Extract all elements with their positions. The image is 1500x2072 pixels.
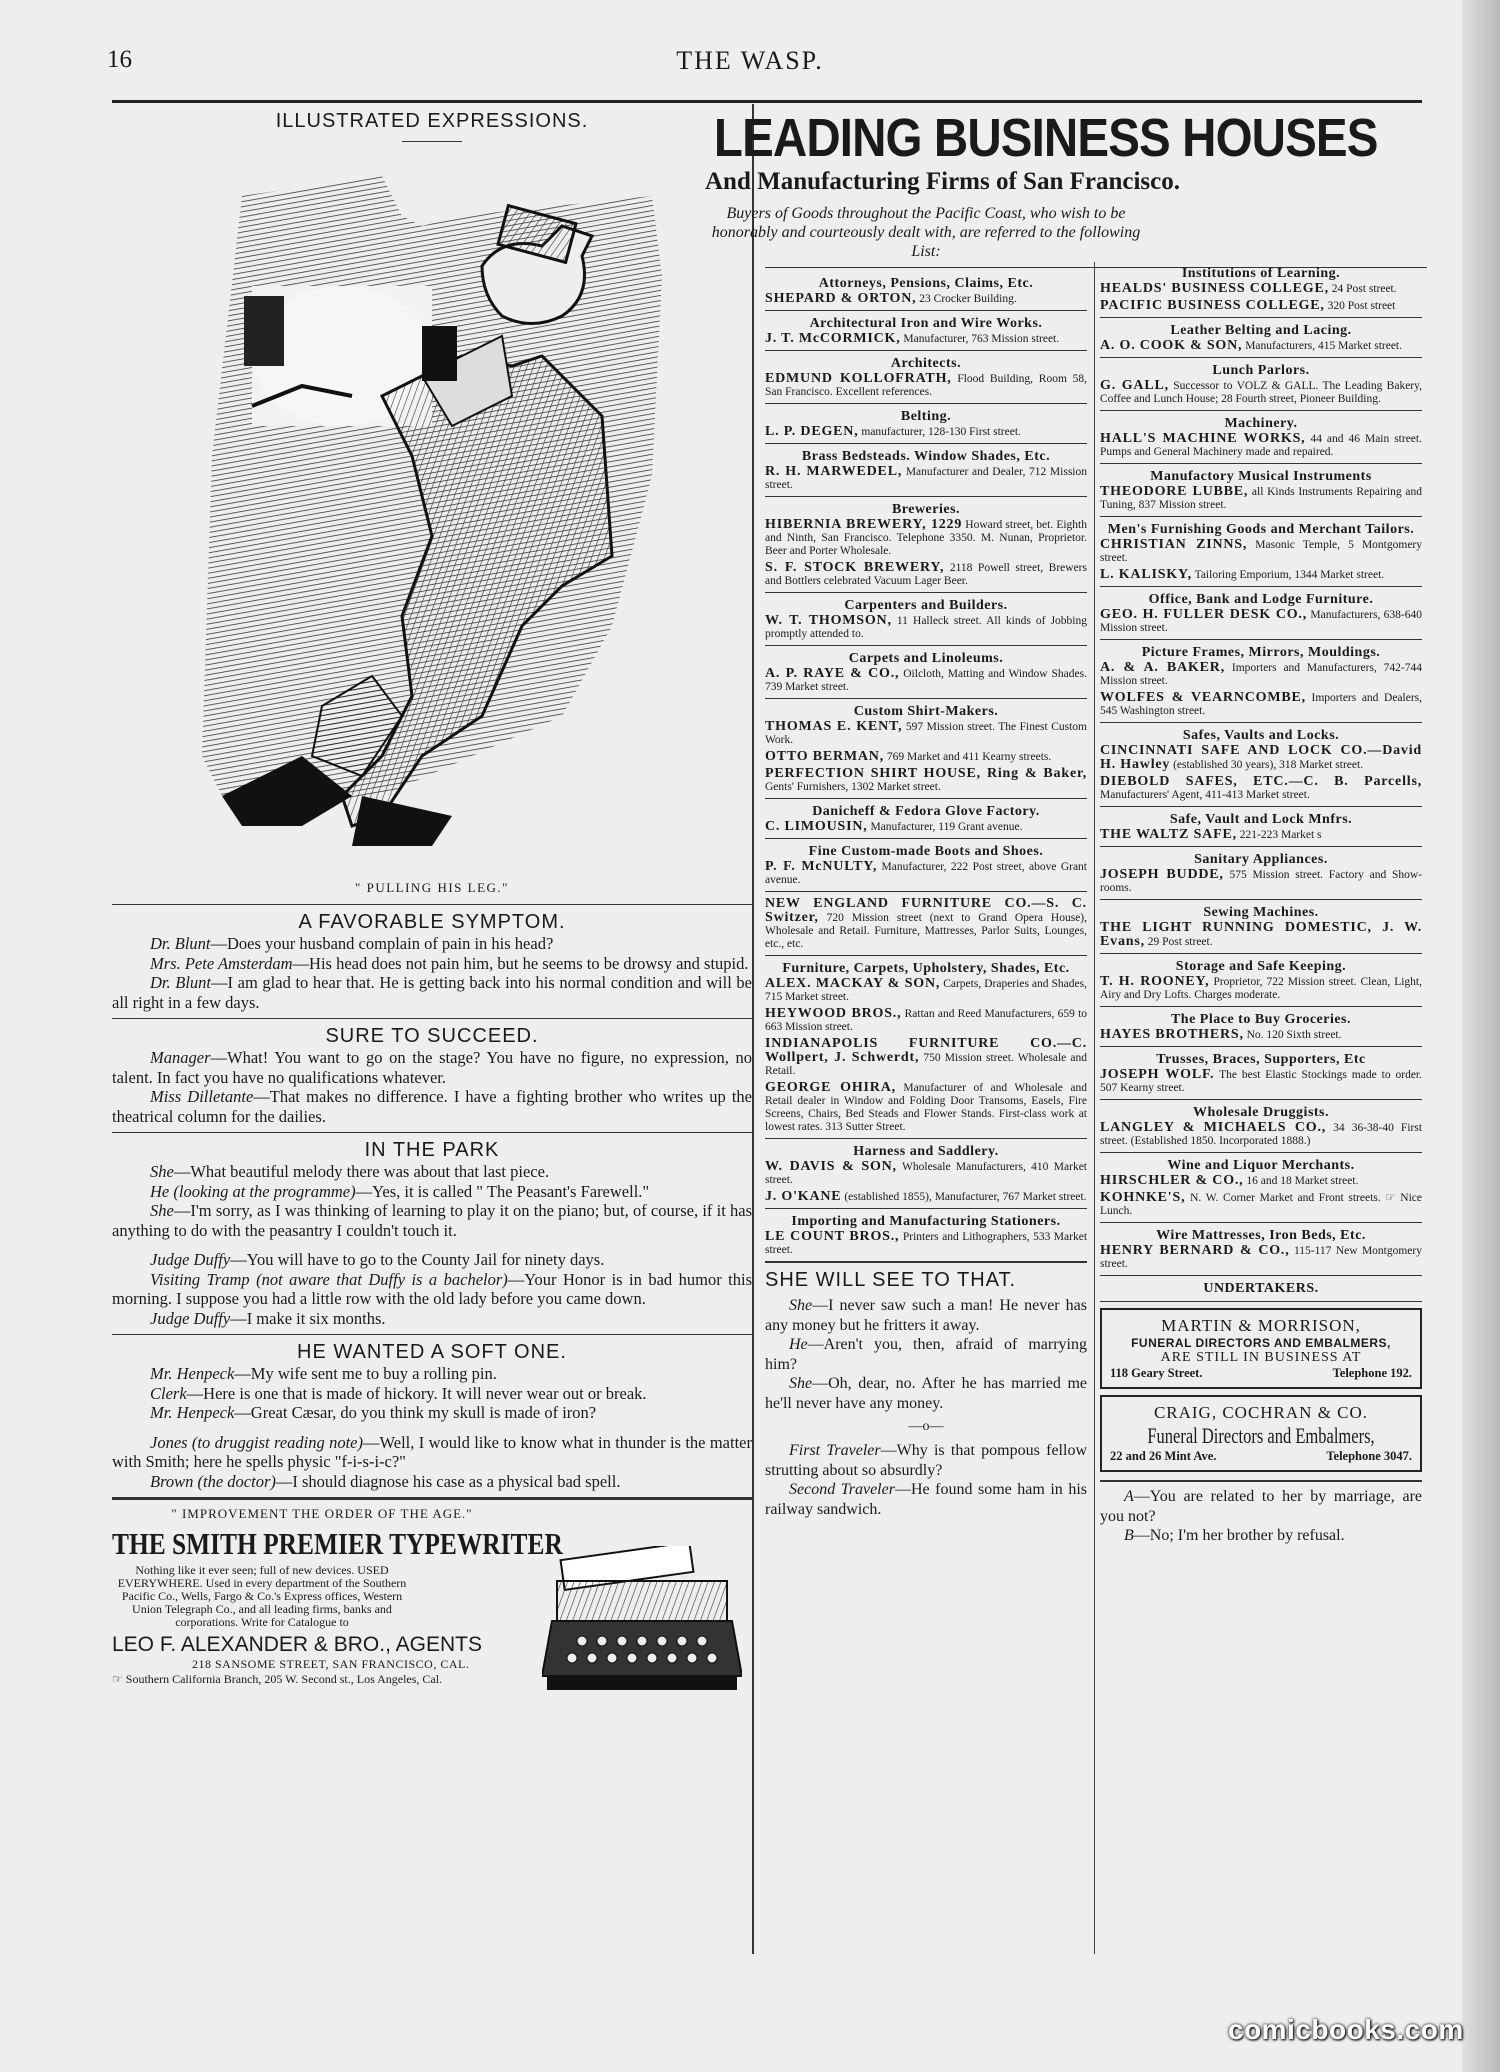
business-name: INDIANAPOLIS FURNITURE CO.—C. Wollpert, J. Schwerdt, <box>765 1036 1087 1065</box>
dialogue-succeed <box>112 1048 752 1126</box>
directory-entry <box>1100 691 1422 718</box>
business-details: 24 Post street. <box>1331 283 1397 295</box>
directory-entry <box>1100 538 1422 565</box>
dialogue-line: Miss Dilletante—That makes no difference. I have a fighting brother who writes up the theatrical column for the dailies. <box>112 1087 753 1126</box>
directory-entry <box>765 561 1087 588</box>
rule <box>112 904 752 905</box>
rule <box>765 350 1087 351</box>
directory-category: Wire Mattresses, Iron Beds, Etc. <box>1156 1228 1366 1243</box>
directory-list-middle <box>765 276 1087 1257</box>
business-details: 34 36-38-40 First street. (Established 1850. Incorporated 1888.) <box>1100 1122 1423 1147</box>
business-name: THEODORE LUBBE, <box>1100 484 1249 499</box>
rule <box>765 403 1087 404</box>
business-details: 16 and 18 Market street. <box>1246 1175 1359 1187</box>
business-name: OTTO BERMAN, <box>765 749 885 764</box>
directory-entry <box>1100 828 1422 842</box>
business-name: THOMAS E. KENT, <box>765 719 903 734</box>
column-divider <box>1094 262 1095 1954</box>
dialogue-line: Mr. Henpeck—Great Cæsar, do you think my skull is made of iron? <box>150 1403 597 1422</box>
business-name: HEYWOOD BROS., <box>765 1006 902 1021</box>
business-name: HEALDS' BUSINESS COLLEGE, <box>1100 281 1329 296</box>
directory-entry <box>1100 339 1422 353</box>
directory-entry <box>765 292 1087 306</box>
business-name: C. LIMOUSIN, <box>765 819 868 834</box>
rule <box>765 1208 1087 1209</box>
business-name: NEW ENGLAND FURNITURE CO.—S. C. Switzer, <box>765 896 1087 925</box>
directory-entry <box>1100 1174 1422 1188</box>
pointing-hand-icon: ☞ <box>112 1672 126 1686</box>
dialogue-line: Dr. Blunt—Does your husband complain of pain in his head? <box>150 934 554 953</box>
section-title-succeed: SURE TO SUCCEED. <box>325 1025 539 1047</box>
business-name: W. T. THOMSON, <box>765 613 892 628</box>
cartoon-caption: " PULLING HIS LEG." <box>355 880 509 895</box>
box-ad-line: Funeral Directors and Embalmers, <box>1147 1423 1375 1448</box>
business-details: Carpets, Draperies and Shades, 715 Market street. <box>765 978 1087 1003</box>
directory-category: Sanitary Appliances. <box>1194 852 1328 867</box>
rule <box>765 698 1087 699</box>
box-ad-row: 22 and 26 Mint Ave. Telephone 3047. <box>1110 1449 1412 1463</box>
directory-category: Sewing Machines. <box>1203 905 1319 920</box>
business-name: CINCINNATI SAFE AND LOCK CO.—David H. Hawley <box>1100 743 1422 772</box>
business-name: HALL'S MACHINE WORKS, <box>1100 431 1306 446</box>
directory-intro: Buyers of Goods throughout the Pacific Coast, who wish to be honorably and courteously dealt with, are referred to the following List: <box>711 205 1141 260</box>
ad-branch: ☞ Southern California Branch, 205 W. Second st., Los Angeles, Cal. <box>112 1672 443 1686</box>
dialogue-line: Judge Duffy—You will have to go to the County Jail for ninety days. <box>150 1250 605 1269</box>
business-details: 29 Post street. <box>1147 936 1213 948</box>
column-divider <box>752 104 754 1954</box>
box-ad-name: MARTIN & MORRISON, <box>1161 1316 1361 1335</box>
directory-category: Harness and Saddlery. <box>853 1144 999 1159</box>
directory-category: Storage and Safe Keeping. <box>1175 959 1347 974</box>
directory-entry <box>765 860 1087 887</box>
directory-category: Belting. <box>900 409 952 424</box>
rule <box>1100 899 1422 900</box>
directory-category: Leather Belting and Lacing. <box>1170 323 1352 338</box>
rule <box>1100 1301 1422 1302</box>
directory-category: Importing and Manufacturing Stationers. <box>791 1214 1061 1229</box>
business-details: Oilcloth, Matting and Window Shades. 739 Market street. <box>765 668 1087 693</box>
rule <box>765 310 1087 311</box>
business-details: 44 and 46 Main street. Pumps and General Machinery made and repaired. <box>1100 433 1422 458</box>
business-name: J. T. McCORMICK, <box>765 331 901 346</box>
directory-entry <box>765 465 1087 492</box>
business-details: Manufacturer, 763 Mission street. <box>903 333 1060 345</box>
rule <box>1100 1222 1422 1223</box>
directory-entry <box>1100 282 1422 296</box>
business-name: CHRISTIAN ZINNS, <box>1100 537 1248 552</box>
directory-category: Brass Bedsteads. Window Shades, Etc. <box>801 449 1051 464</box>
business-details: 115-117 New Montgomery street. <box>1100 1245 1422 1270</box>
rule <box>1100 317 1422 318</box>
rule <box>765 496 1087 497</box>
dialogue-line: A—You are related to her by marriage, are you not? <box>1100 1488 1422 1525</box>
business-details: 769 Market and 411 Kearny streets. <box>886 751 1052 763</box>
directory-entry <box>765 667 1087 694</box>
directory-category: Carpenters and Builders. <box>844 598 1008 613</box>
section-title-soft-one: HE WANTED A SOFT ONE. <box>297 1341 567 1363</box>
business-details: Wholesale Manufacturers, 410 Market street. <box>765 1161 1087 1186</box>
business-details: The best Elastic Stockings made to order. 507 Kearny street. <box>1100 1069 1422 1094</box>
rule <box>765 645 1087 646</box>
dialogue-line: B—No; I'm her brother by refusal. <box>1124 1527 1345 1544</box>
business-name: G. GALL, <box>1100 378 1169 393</box>
rule <box>1100 639 1422 640</box>
business-details: Manufacturers' Agent, 411-413 Market street. <box>1100 789 1310 801</box>
directory-entry <box>1100 1028 1422 1042</box>
business-details: Masonic Temple, 5 Montgomery street. <box>1100 539 1422 564</box>
rule <box>1100 357 1422 358</box>
directory-category: Machinery. <box>1224 416 1298 431</box>
directory-category: Trusses, Braces, Supporters, Etc <box>1156 1052 1366 1067</box>
directory-entry <box>765 518 1087 558</box>
dialogue-line: Brown (the doctor)—I should diagnose his case as a physical bad spell. <box>150 1471 621 1491</box>
business-name: L. P. DEGEN, <box>765 424 859 439</box>
business-name: L. KALISKY, <box>1100 567 1192 582</box>
directory-category: Architects. <box>890 356 962 371</box>
dialogue-line: Second Traveler—He found some ham in his railway sandwich. <box>765 1481 1088 1518</box>
dialogue-soft-one <box>112 1364 752 1423</box>
dialogue-line: Visiting Tramp (not aware that Duffy is a bachelor)—Your Honor is in bad humor this morning. I suppose you had a little row with the old lady before you came down. <box>112 1269 752 1308</box>
typewriter-icon <box>542 1546 742 1696</box>
business-details: 23 Crocker Building. <box>919 293 1017 305</box>
directory-entry <box>1100 775 1422 802</box>
directory-category: Manufactory Musical Instruments <box>1150 469 1372 484</box>
business-details: (established 1855), Manufacturer, 767 Market street. <box>844 1191 1087 1203</box>
directory-title: LEADING BUSINESS HOUSES <box>713 108 1378 168</box>
business-name: LANGLEY & MICHAELS CO., <box>1100 1120 1327 1135</box>
business-name: PERFECTION SHIRT HOUSE, Ring & Baker, <box>765 766 1087 781</box>
directory-category: Picture Frames, Mirrors, Mouldings. <box>1141 645 1381 660</box>
business-details: Flood Building, Room 58, San Francisco. Excellent references. <box>765 373 1088 398</box>
directory-entry <box>1100 975 1422 1002</box>
business-name: S. F. STOCK BREWERY, <box>765 560 945 575</box>
business-name: J. O'KANE <box>765 1189 842 1204</box>
business-name: SHEPARD & ORTON, <box>765 291 917 306</box>
business-name: EDMUND KOLLOFRATH, <box>765 371 952 386</box>
rule <box>765 443 1087 444</box>
business-details: Manufacturer of and Wholesale and Retail dealer in Window and Folding Door Transoms, Easels, Fire Screens, Chairs, Bed Steads and Flower Stands. First-class work at lowest rates. 313 Sutter Street. <box>765 1082 1087 1133</box>
rule <box>1100 410 1422 411</box>
directory-list-right <box>1100 266 1422 1302</box>
directory-category: Custom Shirt-Makers. <box>853 704 999 719</box>
directory-entry <box>1100 868 1422 895</box>
directory-category: Office, Bank and Lodge Furniture. <box>1148 592 1374 607</box>
business-name: THE WALTZ SAFE, <box>1100 827 1237 842</box>
directory-entry <box>765 897 1087 951</box>
directory-entry <box>1100 432 1422 459</box>
directory-category: Architectural Iron and Wire Works. <box>809 316 1043 331</box>
directory-entry <box>1100 485 1422 512</box>
divider-ornament: —o— <box>908 1419 944 1434</box>
dialogue-line: Dr. Blunt—I am glad to hear that. He is getting back into his normal condition and will be all right in a few days. <box>112 973 752 1012</box>
business-name: GEORGE OHIRA, <box>765 1080 896 1095</box>
dialogue-line: First Traveler—Why is that pompous fellow strutting about so absurdly? <box>765 1442 1087 1479</box>
business-name: THE LIGHT RUNNING DOMESTIC, J. W. Evans, <box>1100 920 1422 949</box>
business-details: 750 Mission street. Wholesale and Retail. <box>765 1052 1087 1077</box>
business-name: P. F. McNULTY, <box>765 859 878 874</box>
craig-cochran-advertisement <box>1100 1395 1422 1472</box>
directory-category: Safes, Vaults and Locks. <box>1182 728 1340 743</box>
directory-entry <box>1100 379 1422 406</box>
dialogue-park <box>112 1162 752 1240</box>
section-title-she-will: SHE WILL SEE TO THAT. <box>765 1269 1017 1291</box>
rule <box>1100 1099 1422 1100</box>
box-ad-line: ARE STILL IN BUSINESS AT <box>1160 1350 1362 1365</box>
directory-entry <box>765 820 1087 834</box>
directory-entry <box>1100 299 1422 313</box>
directory-entry <box>765 614 1087 641</box>
business-details: Gents' Furnishers, 1302 Market street. <box>765 781 941 793</box>
box-ad-name: CRAIG, COCHRAN & CO. <box>1153 1403 1369 1422</box>
business-details: Importers and Manufacturers, 742-744 Mission street. <box>1100 662 1423 687</box>
directory-category: Safe, Vault and Lock Mnfrs. <box>1169 812 1353 827</box>
watermark: comicbooks.com <box>1228 2014 1464 2045</box>
business-name: PACIFIC BUSINESS COLLEGE, <box>1100 298 1325 313</box>
directory-entry <box>765 750 1087 764</box>
business-details: all Kinds Instruments Repairing and Tuning, 837 Mission street. <box>1100 486 1422 511</box>
business-name: ALEX. MACKAY & SON, <box>765 976 941 991</box>
directory-entry <box>1100 744 1422 772</box>
rule <box>1100 516 1422 517</box>
rule <box>765 798 1087 799</box>
directory-category: Men's Furnishing Goods and Merchant Tailors. <box>1107 522 1415 537</box>
business-details: 320 Post street <box>1327 300 1396 312</box>
business-name: W. DAVIS & SON, <box>765 1159 897 1174</box>
business-details: 575 Mission street. Factory and Show-rooms. <box>1100 869 1422 894</box>
rule <box>112 1334 752 1335</box>
directory-entry <box>765 1160 1087 1187</box>
directory-entry <box>765 372 1087 399</box>
directory-category: Danicheff & Fedora Glove Factory. <box>812 804 1040 819</box>
directory-category: Fine Custom-made Boots and Shoes. <box>808 844 1044 859</box>
business-details: 221-223 Market s <box>1239 829 1322 841</box>
business-name: HIBERNIA BREWERY, 1229 <box>765 517 963 532</box>
short-rule <box>402 141 462 142</box>
ad-address: 218 SANSOME STREET, SAN FRANCISCO, CAL. <box>192 1657 470 1671</box>
page-number: 16 <box>107 46 132 73</box>
directory-entry <box>1100 1068 1422 1095</box>
business-details: manufacturer, 128-130 First street. <box>861 426 1021 438</box>
rule <box>112 1018 752 1019</box>
top-rule <box>112 100 1422 103</box>
business-details: Importers and Dealers, 545 Washington street. <box>1100 692 1423 717</box>
directory-entry <box>765 1190 1087 1204</box>
rule <box>1100 1152 1422 1153</box>
directory-category: UNDERTAKERS. <box>1203 1281 1319 1296</box>
directory-entry <box>1100 1121 1422 1148</box>
rule <box>765 1261 1087 1263</box>
rule <box>1100 846 1422 847</box>
directory-entry <box>765 425 1087 439</box>
rule <box>765 955 1087 956</box>
business-name: A. O. COOK & SON, <box>1100 338 1243 353</box>
directory-category: Furniture, Carpets, Upholstery, Shades, Etc. <box>782 961 1070 976</box>
ad-quote: " IMPROVEMENT THE ORDER OF THE AGE." <box>171 1506 473 1521</box>
directory-subtitle: And Manufacturing Firms of San Francisco. <box>705 168 1180 195</box>
typewriter-advertisement <box>112 1506 752 1687</box>
business-details: Tailoring Emporium, 1344 Market street. <box>1194 569 1385 581</box>
directory-entry <box>765 1007 1087 1034</box>
directory-category: Wine and Liquor Merchants. <box>1167 1158 1355 1173</box>
cartoon-illustration <box>182 156 682 876</box>
business-name: HAYES BROTHERS, <box>1100 1027 1244 1042</box>
dialogue-line: Clerk—Here is one that is made of hickory. It will never wear out or break. <box>150 1383 647 1403</box>
dialogue-judge <box>112 1250 752 1328</box>
dialogue-line: Judge Duffy—I make it six months. <box>150 1308 386 1328</box>
masthead-title: THE WASP. <box>676 46 824 75</box>
rule <box>1100 463 1422 464</box>
directory-category: Institutions of Learning. <box>1181 266 1341 281</box>
directory-entry <box>1100 921 1422 949</box>
rule <box>1100 1480 1422 1482</box>
rule <box>1100 586 1422 587</box>
business-details: Manufacturer, 119 Grant avenue. <box>870 821 1023 833</box>
dialogue-line: She—I never saw such a man! He never has any money but he fritters it away. <box>765 1297 1087 1334</box>
directory-entry <box>765 720 1087 747</box>
section-title-park: IN THE PARK <box>364 1139 500 1161</box>
business-details: 597 Mission street. The Finest Custom Work. <box>765 721 1087 746</box>
rule <box>1100 1275 1422 1276</box>
business-details: Proprietor, 722 Mission street. Clean, Light, Airy and Dry Lofts. Charges moderate. <box>1100 976 1422 1001</box>
rule <box>1100 1006 1422 1007</box>
directory-entry <box>765 977 1087 1004</box>
rule <box>1100 953 1422 954</box>
business-details: Successor to VOLZ & GALL. The Leading Bakery, Coffee and Lunch House; 28 Fourth street, Pioneer Building. <box>1100 380 1423 405</box>
illustrated-heading: ILLUSTRATED EXPRESSIONS. <box>275 110 589 132</box>
ad-agent: LEO F. ALEXANDER & BRO., AGENTS <box>112 1633 482 1656</box>
dialogue-line: Mrs. Pete Amsterdam—His head does not pain him, but he seems to be drowsy and stupid. <box>150 953 749 973</box>
rule <box>1100 722 1422 723</box>
directory-right-column <box>1100 266 1422 1546</box>
rule <box>1100 1046 1422 1047</box>
dialogue-line: Manager—What! You want to go on the stage? You have no figure, no expression, no talent. In fact you have no qualifications whatever. <box>112 1048 752 1087</box>
business-details: Printers and Lithographers, 533 Market street. <box>765 1231 1088 1256</box>
business-details: Manufacturers, 638-640 Mission street. <box>1100 609 1422 634</box>
business-name: LE COUNT BROS., <box>765 1229 900 1244</box>
business-details: N. W. Corner Market and Front streets. ☞ Nice Lunch. <box>1100 1192 1422 1217</box>
directory-category: Wholesale Druggists. <box>1193 1105 1329 1120</box>
business-details: Manufacturers, 415 Market street. <box>1245 340 1402 352</box>
business-name: DIEBOLD SAFES, ETC.—C. B. Parcells, <box>1100 774 1422 789</box>
page-edge-shadow <box>1462 0 1500 2072</box>
business-name: HIRSCHLER & CO., <box>1100 1173 1244 1188</box>
business-details: 720 Mission street (next to Grand Opera House), Wholesale and Retail. Furniture, Mattresses, Parlor Suits, Lounges, etc., etc. <box>765 912 1088 950</box>
section-title-favorable: A FAVORABLE SYMPTOM. <box>298 911 566 933</box>
rule <box>765 592 1087 593</box>
business-name: KOHNKE'S, <box>1100 1190 1186 1205</box>
business-name: GEO. H. FULLER DESK CO., <box>1100 607 1308 622</box>
business-details: 11 Halleck street. All kinds of Jobbing promptly attended to. <box>765 615 1088 640</box>
business-name: JOSEPH WOLF. <box>1100 1067 1215 1082</box>
business-name: HENRY BERNARD & CO., <box>1100 1243 1290 1258</box>
dialogue-favorable <box>112 934 752 1012</box>
business-name: A. P. RAYE & CO., <box>765 666 900 681</box>
rule <box>112 1132 752 1133</box>
directory-entry <box>765 1037 1087 1078</box>
left-column <box>112 110 752 1687</box>
dialogue-line: He (looking at the programme)—Yes, it is called " The Peasant's Farewell." <box>150 1181 650 1201</box>
ad-title: THE SMITH PREMIER TYPEWRITER <box>112 1526 563 1561</box>
box-ad-row: 118 Geary Street. Telephone 192. <box>1110 1366 1412 1380</box>
dialogue-line: She—I'm sorry, as I was thinking of learning to play it on the piano; but, of course, if it has anything to do with the peasantry I couldn't touch it. <box>112 1201 752 1240</box>
business-details: 2118 Powell street, Brewers and Bottlers celebrated Vacuum Lager Beer. <box>765 562 1087 587</box>
directory-entry <box>1100 568 1422 582</box>
directory-category: Carpets and Linoleums. <box>848 651 1004 666</box>
martin-morrison-advertisement <box>1100 1308 1422 1389</box>
dialogue-druggist <box>112 1433 752 1492</box>
business-name: R. H. MARWEDEL, <box>765 464 903 479</box>
business-details: Manufacturer, 222 Post street, above Grant avenue. <box>765 861 1087 886</box>
directory-category: Breweries. <box>891 502 961 517</box>
rule <box>112 1497 752 1500</box>
rule <box>765 1138 1087 1139</box>
business-details: Rattan and Reed Manufacturers, 659 to 663 Mission street. <box>765 1008 1088 1033</box>
directory-entry <box>1100 1191 1422 1218</box>
directory-category: The Place to Buy Groceries. <box>1170 1012 1352 1027</box>
directory-entry <box>765 1230 1087 1257</box>
business-name: JOSEPH BUDDE, <box>1100 867 1224 882</box>
dialogue-line: Mr. Henpeck—My wife sent me to buy a rolling pin. <box>150 1364 497 1383</box>
rule <box>1100 806 1422 807</box>
directory-category: Lunch Parlors. <box>1212 363 1310 378</box>
directory-entry <box>1100 1244 1422 1271</box>
business-name: T. H. ROONEY, <box>1100 974 1210 989</box>
directory-entry <box>1100 661 1422 688</box>
business-details: Howard street, bet. Eighth and Ninth, San Francisco. Telephone 3350. M. Nunan, Proprietor. Beer and Porter Wholesale. <box>765 519 1087 557</box>
ad-body: Nothing like it ever seen; full of new devices. USED EVERYWHERE. Used in every department of the Southern Pacific Co., Wells, Fargo & Co.'s Express offices, Western Union Telegraph Co., and all leading firms, banks and corporations. Write for Catalogue to <box>117 1563 407 1629</box>
directory-category: Attorneys, Pensions, Claims, Etc. <box>818 276 1034 291</box>
directory-entry <box>765 332 1087 346</box>
dialogue-line: She—What beautiful melody there was about that last piece. <box>150 1162 550 1181</box>
dialogue-line: He—Aren't you, then, afraid of marrying him? <box>765 1336 1087 1373</box>
directory-entry <box>765 1081 1087 1134</box>
business-details: (established 30 years), 318 Market street. <box>1173 759 1364 771</box>
rule <box>765 891 1087 892</box>
business-name: WOLFES & VEARNCOMBE, <box>1100 690 1306 705</box>
business-name: A. & A. BAKER, <box>1100 660 1226 675</box>
rule <box>765 838 1087 839</box>
dialogue-line: Jones (to druggist reading note)—Well, I would like to know what in thunder is the matter with Smith; here he spells physic "f-i-s-i-c?" <box>112 1432 752 1471</box>
dialogue-line: She—Oh, dear, no. After he has married me he'll never have any money. <box>765 1375 1087 1412</box>
business-details: Manufacturer and Dealer, 712 Mission street. <box>765 466 1087 491</box>
directory-entry <box>765 767 1087 794</box>
box-ad-line: FUNERAL DIRECTORS AND EMBALMERS, <box>1131 1336 1391 1350</box>
directory-entry <box>1100 608 1422 635</box>
business-details: No. 120 Sixth street. <box>1246 1029 1342 1041</box>
